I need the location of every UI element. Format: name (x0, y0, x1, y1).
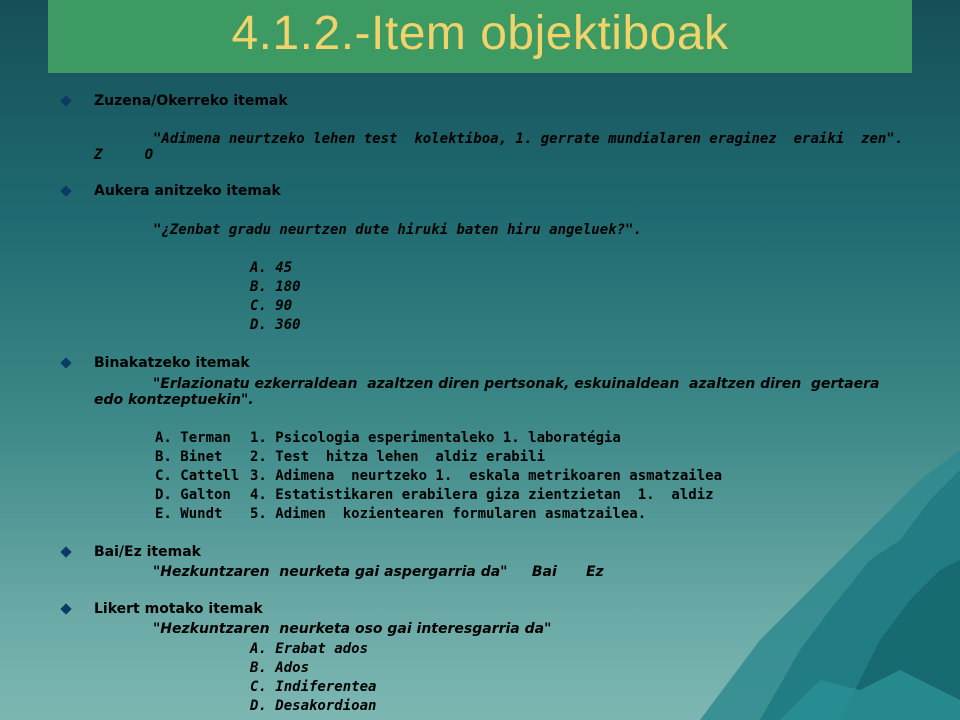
multiple-choice-option: A. 45 (250, 260, 293, 276)
yes-no-quote: "Hezkuntzaren neurketa gai aspergarria da" Bai Ez (153, 564, 604, 580)
matching-right: 5. Adimen kozientearen formularen asmatzailea. (250, 506, 647, 522)
likert-quote: "Hezkuntzaren neurketa oso gai interesgarria da" (153, 621, 552, 637)
bullet-icon (60, 357, 71, 368)
matching-right: 2. Test hitza lehen aldiz erabili (250, 449, 546, 465)
likert-option: C. Indiferentea (250, 679, 377, 695)
matching-right: 1. Psicologia esperimentaleko 1. laboratégia (250, 430, 621, 446)
true-false-answers: Z O (94, 147, 154, 163)
matching-right: 4. Estatistikaren erabilera giza zientzietan 1. aldiz (250, 487, 714, 503)
section-heading-yes-no: Bai/Ez itemak (94, 544, 201, 560)
matching-quote-line2: edo kontzeptuekin". (94, 392, 254, 408)
likert-option: B. Ados (250, 660, 310, 676)
matching-quote-line1: "Erlazionatu ezkerraldean azaltzen diren pertsonak, eskuinaldean azaltzen diren gertaera (153, 376, 880, 392)
likert-option: D. Desakordioan (250, 698, 377, 714)
bullet-icon (60, 546, 71, 557)
multiple-choice-option: D. 360 (250, 317, 301, 333)
multiple-choice-option: C. 90 (250, 298, 293, 314)
matching-left: D. Galton (155, 487, 231, 503)
bullet-icon (60, 185, 71, 196)
matching-left: B. Binet (155, 449, 223, 465)
section-heading-matching: Binakatzeko itemak (94, 355, 250, 371)
likert-option: A. Erabat ados (250, 641, 369, 657)
matching-left: E. Wundt (155, 506, 223, 522)
true-false-quote: "Adimena neurtzeko lehen test kolektiboa, 1. gerrate mundialaren eraginez eraiki zen". (153, 131, 904, 147)
section-heading-likert: Likert motako itemak (94, 601, 263, 617)
slide-title: 4.1.2.-Item objektiboak (231, 7, 729, 60)
matching-right: 3. Adimena neurtzeko 1. eskala metrikoaren asmatzailea (250, 468, 723, 484)
matching-left: C. Cattell (155, 468, 240, 484)
bullet-icon (60, 603, 71, 614)
section-heading-true-false: Zuzena/Okerreko itemak (94, 93, 288, 109)
multiple-choice-option: B. 180 (250, 279, 301, 295)
multiple-choice-quote: "¿Zenbat gradu neurtzen dute hiruki baten hiru angeluek?". (153, 222, 642, 238)
matching-left: A. Terman (155, 430, 231, 446)
bullet-icon (60, 95, 71, 106)
section-heading-multiple-choice: Aukera anitzeko itemak (94, 183, 281, 199)
